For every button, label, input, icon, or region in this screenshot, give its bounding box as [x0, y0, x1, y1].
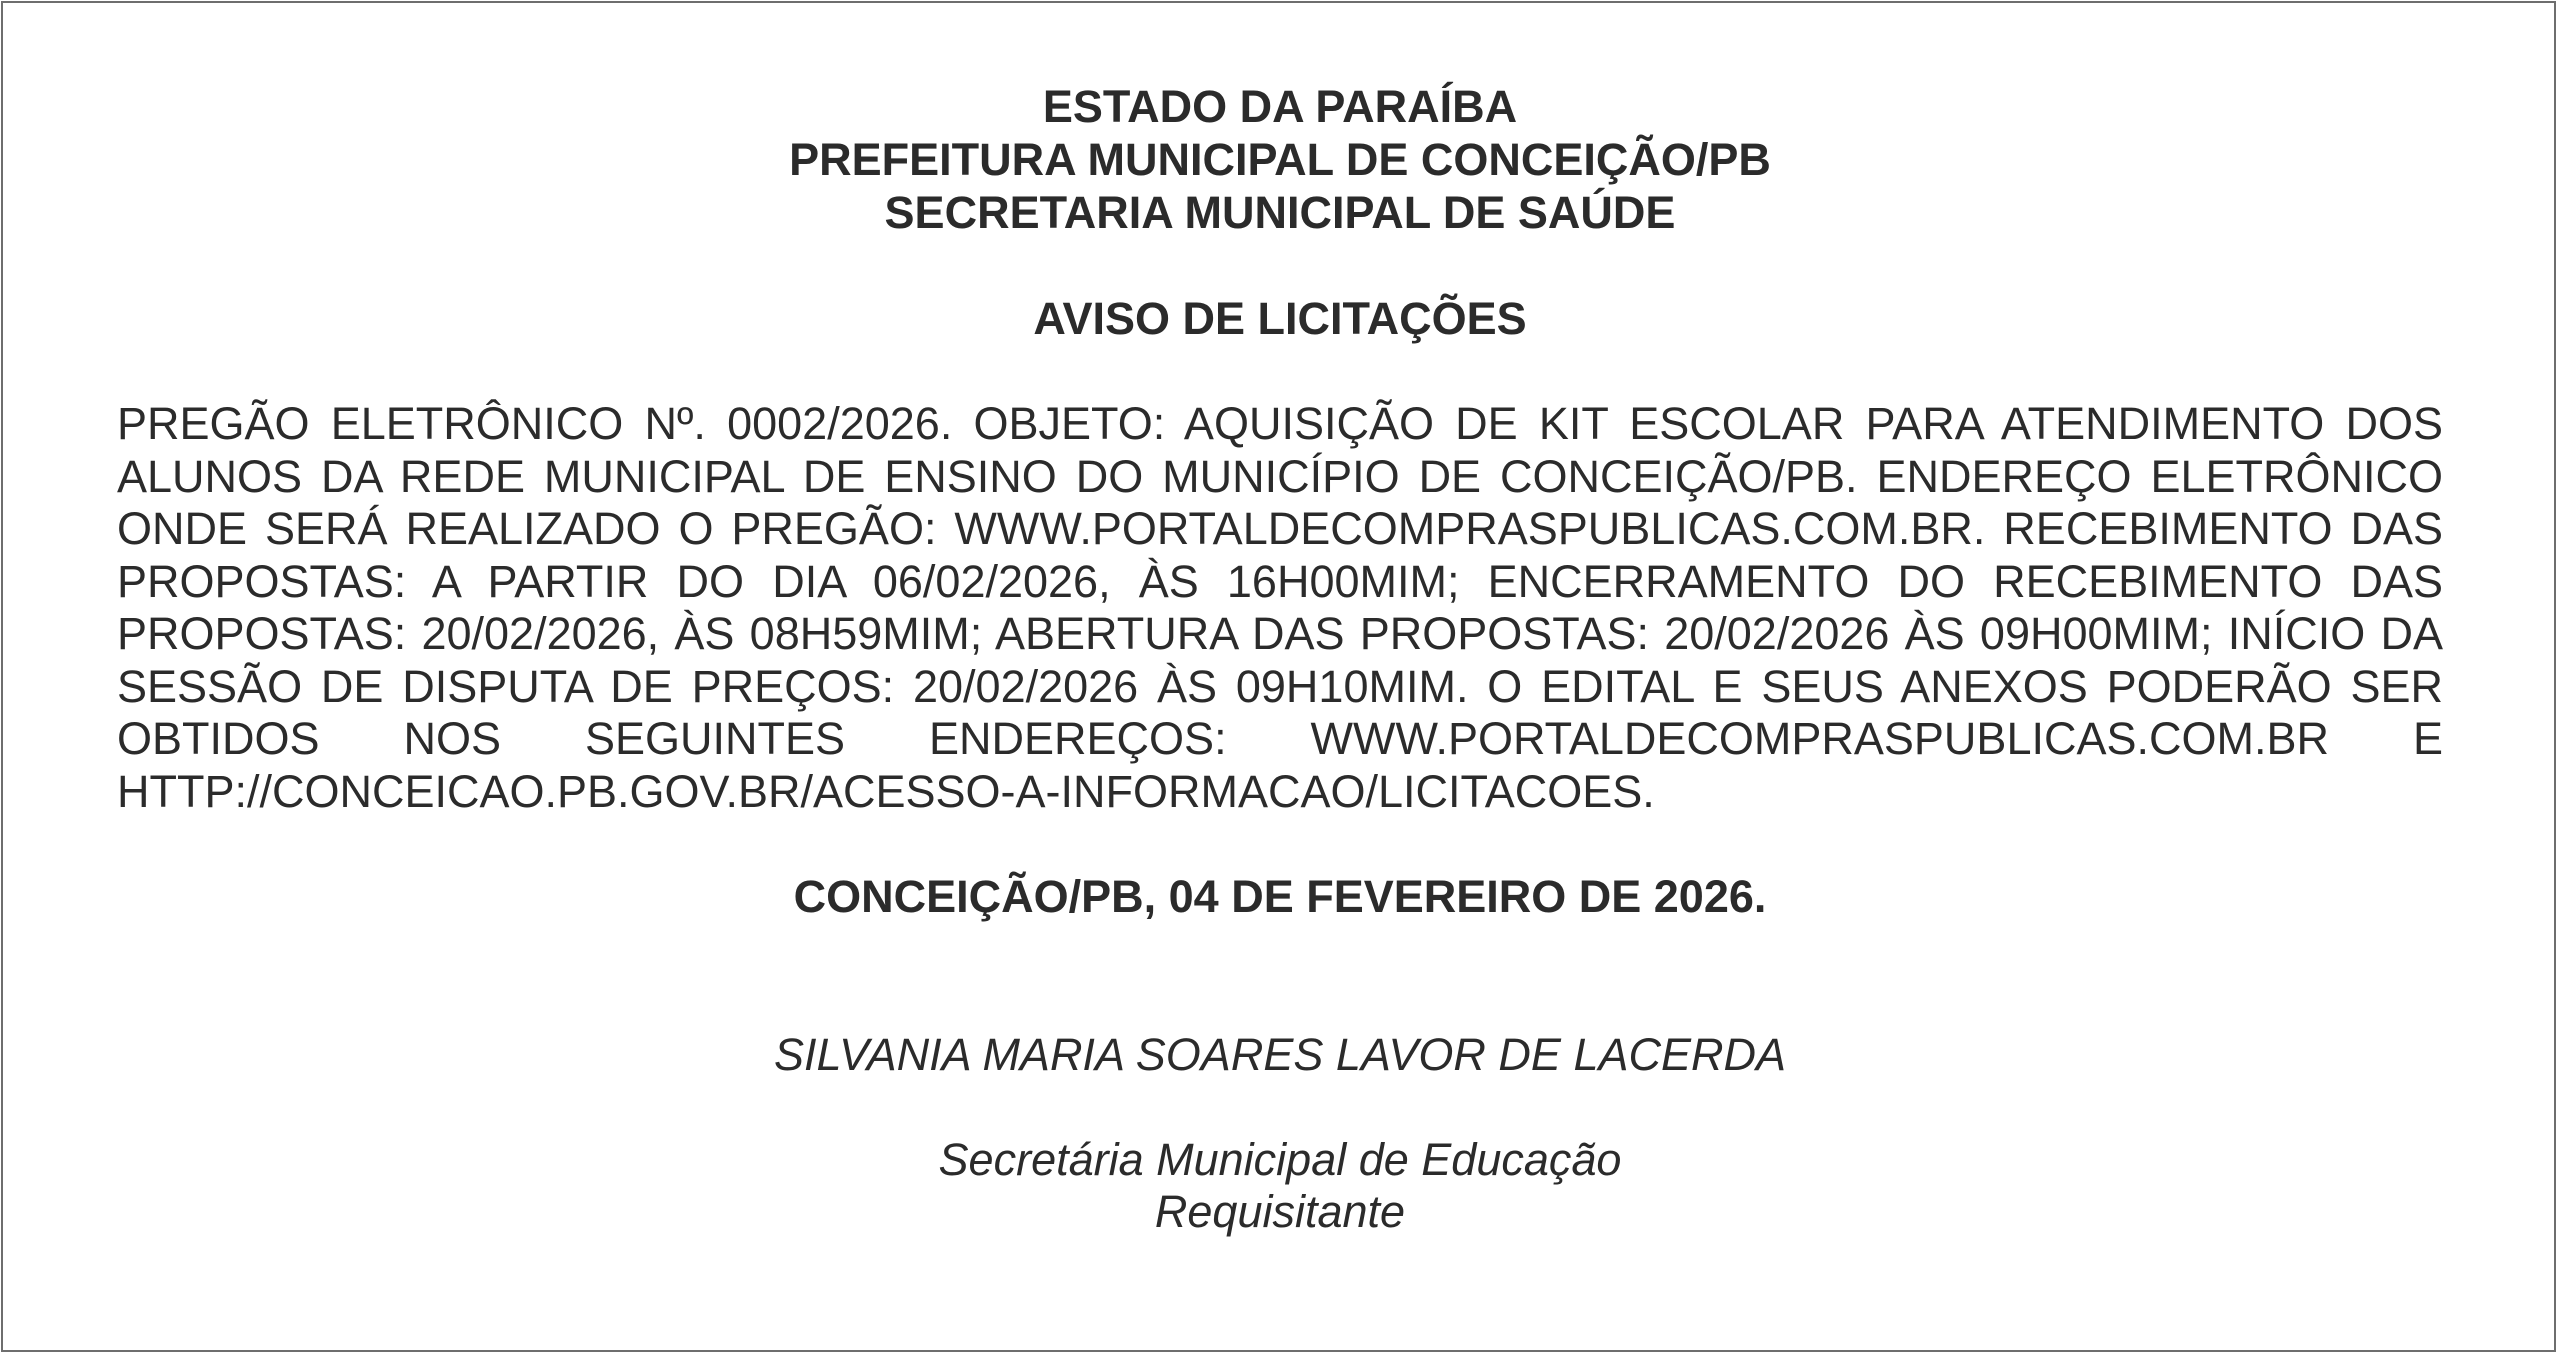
header-secretariat: SECRETARIA MUNICIPAL DE SAÚDE — [884, 187, 1676, 238]
signer-block — [117, 1134, 2443, 1238]
document-header — [117, 80, 2443, 239]
date-line: CONCEIÇÃO/PB, 04 DE FEVEREIRO DE 2026. — [793, 871, 1767, 922]
header-municipality: PREFEITURA MUNICIPAL DE CONCEIÇÃO/PB — [789, 134, 1771, 185]
notice-body: PREGÃO ELETRÔNICO Nº. 0002/2026. OBJETO: AQUISIÇÃO DE KIT ESCOLAR PARA ATENDIMENTO DOS ALUNOS DA REDE MUNICIPAL DE ENSINO DO MUNICÍPIO DE CONCEIÇÃO/PB. ENDEREÇO ELETRÔNICO ONDE SERÁ REALIZADO O PREGÃO: WWW.PORTALDECOMPRASPUBLICAS.COM.BR. RECEBIMENTO DAS PROPOSTAS: A PARTIR DO DIA 06/02/2026, ÀS 16H00MIM; ENCERRAMENTO DO RECEBIMENTO DAS PROPOSTAS: 20/02/2026, ÀS 08H59MIM; ABERTURA DAS PROPOSTAS: 20/02/2026 ÀS 09H00MIM; INÍCIO DA SESSÃO DE DISPUTA DE PREÇOS: 20/02/2026 ÀS 09H10MIM. O EDITAL E SEUS ANEXOS PODERÃO SER OBTIDOS NOS SEGUINTES ENDEREÇOS: WWW.PORTALDECOMPRASPUBLICAS.COM.BR E HTTP://CONCEICAO.PB.GOV.BR/ACESSO-A-INFORMACAO/LICITACOES. — [117, 398, 2443, 817]
header-state: ESTADO DA PARAÍBA — [1042, 81, 1518, 132]
signer-capacity: Requisitante — [1154, 1186, 1406, 1237]
notice-title: AVISO DE LICITAÇÕES — [1033, 293, 1527, 344]
notice-document — [117, 80, 2443, 1238]
signer-name: SILVANIA MARIA SOARES LAVOR DE LACERDA — [773, 1029, 1787, 1080]
signer-role: Secretária Municipal de Educação — [938, 1134, 1622, 1185]
